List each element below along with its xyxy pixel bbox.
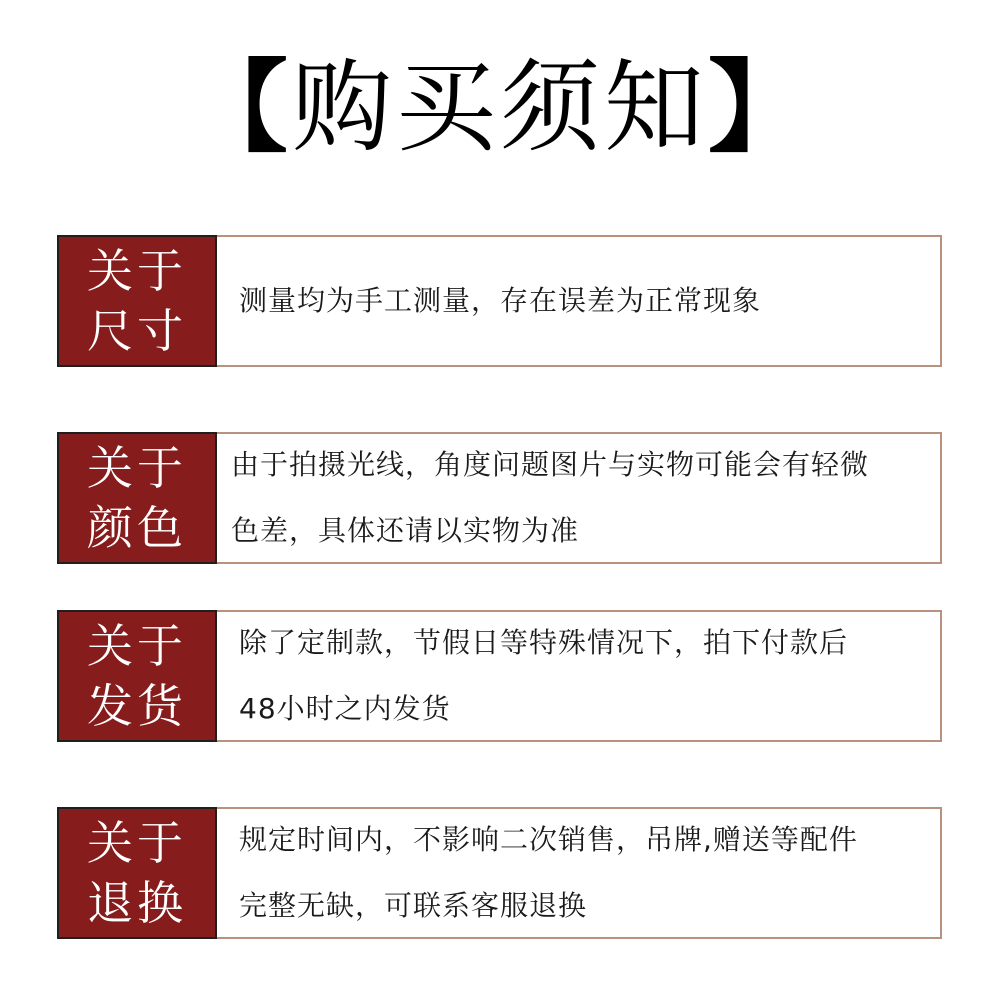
page-title — [0, 48, 1000, 168]
title-text: 购买须知 — [292, 49, 708, 166]
title-open-bracket: 【 — [188, 49, 292, 166]
card-text-line: 完整无缺，可联系客服退换 — [239, 889, 588, 922]
card-text-line: 规定时间内，不影响二次销售，吊牌,赠送等配件 — [239, 823, 858, 856]
card-label-line1: 关于 — [87, 619, 187, 673]
card-label-line2: 发货 — [87, 679, 187, 733]
card-body-color — [217, 434, 940, 562]
notice-card-size — [57, 235, 942, 367]
card-label-line1: 关于 — [87, 244, 187, 298]
card-label-line2: 尺寸 — [87, 304, 187, 358]
card-body-shipping — [217, 612, 940, 740]
card-text-line: 由于拍摄光线，角度问题图片与实物可能会有轻微 — [231, 448, 870, 481]
card-text-line: 测量均为手工测量，存在误差为正常现象 — [239, 284, 762, 317]
notice-card-color — [57, 432, 942, 564]
card-label-size — [57, 235, 217, 367]
card-text-line: 48小时之内发货 — [239, 692, 451, 725]
card-label-line1: 关于 — [87, 816, 187, 870]
card-body-returns — [217, 809, 940, 937]
card-label-line2: 退换 — [87, 876, 187, 930]
card-label-line2: 颜色 — [87, 501, 187, 555]
card-label-returns — [57, 807, 217, 939]
card-text-line: 除了定制款，节假日等特殊情况下，拍下付款后 — [239, 626, 849, 659]
card-body-size — [217, 237, 940, 365]
card-label-line1: 关于 — [87, 441, 187, 495]
card-label-color — [57, 432, 217, 564]
notice-card-shipping — [57, 610, 942, 742]
card-text-line: 色差，具体还请以实物为准 — [231, 514, 580, 547]
card-label-shipping — [57, 610, 217, 742]
notice-card-returns — [57, 807, 942, 939]
title-close-bracket: 】 — [708, 49, 812, 166]
